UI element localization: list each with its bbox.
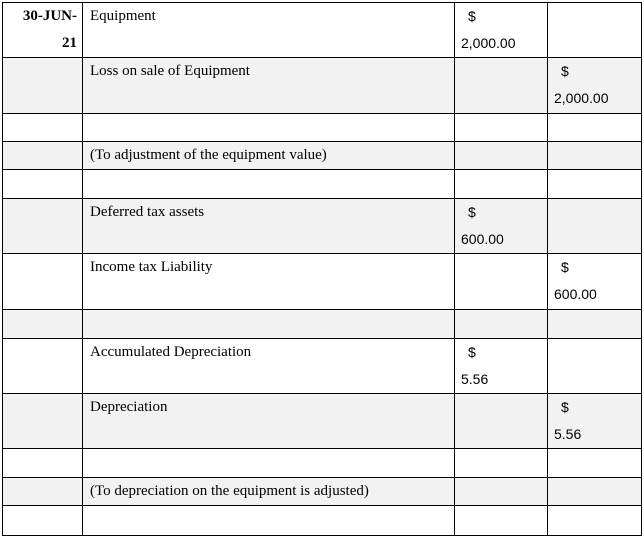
date-cell: [3, 199, 83, 254]
debit-cell: [455, 339, 548, 394]
narration-cell: (To depreciation on the equipment is adjusted): [83, 478, 455, 506]
table-row: [3, 394, 642, 449]
table-row: [3, 142, 642, 170]
credit-cell: [548, 339, 642, 394]
credit-amount: 2,000.00: [554, 90, 609, 106]
debit-amount: 600.00: [461, 231, 504, 247]
credit-amount: 600.00: [554, 286, 597, 302]
table-row: [3, 310, 642, 339]
account-cell: Depreciation: [83, 394, 455, 449]
date-cell: [3, 478, 83, 506]
table-row: [3, 339, 642, 394]
date-cell: [3, 58, 83, 114]
credit-cell: [548, 394, 642, 449]
table-row: [3, 254, 642, 310]
table-row: [3, 478, 642, 506]
date-cell: [3, 142, 83, 170]
table-row: [3, 114, 642, 142]
table-row: [3, 170, 642, 199]
table-row: [3, 199, 642, 254]
credit-cell: [548, 254, 642, 310]
credit-cell: [548, 58, 642, 114]
debit-amount: 5.56: [461, 371, 489, 387]
narration-cell: (To adjustment of the equipment value): [83, 142, 455, 170]
debit-cell: [455, 58, 548, 114]
account-cell: Deferred tax assets: [83, 199, 455, 254]
credit-cell: [548, 199, 642, 254]
debit-amount: 2,000.00: [461, 35, 516, 51]
journal-entry-table: [2, 2, 642, 536]
debit-symbol: $: [468, 8, 476, 24]
date-cell: [3, 394, 83, 449]
account-cell: Loss on sale of Equipment: [83, 58, 455, 114]
credit-cell: [548, 3, 642, 58]
credit-symbol: $: [561, 259, 569, 275]
debit-cell: [455, 199, 548, 254]
date-cell: [3, 254, 83, 310]
credit-amount: 5.56: [554, 426, 582, 442]
table-row: [3, 506, 642, 536]
table-row: [3, 3, 642, 58]
date-cell: [3, 3, 83, 58]
credit-symbol: $: [561, 63, 569, 79]
debit-symbol: $: [468, 344, 476, 360]
debit-cell: [455, 254, 548, 310]
debit-cell: [455, 3, 548, 58]
table-row: [3, 449, 642, 478]
debit-cell: [455, 394, 548, 449]
table-row: [3, 58, 642, 114]
debit-symbol: $: [468, 204, 476, 220]
account-cell: Income tax Liability: [83, 254, 455, 310]
date-cell: [3, 339, 83, 394]
date-line-2: 21: [62, 35, 77, 51]
account-cell: Accumulated Depreciation: [83, 339, 455, 394]
account-cell: Equipment: [83, 3, 455, 58]
date-line-1: 30-JUN-: [22, 8, 77, 24]
credit-symbol: $: [561, 399, 569, 415]
